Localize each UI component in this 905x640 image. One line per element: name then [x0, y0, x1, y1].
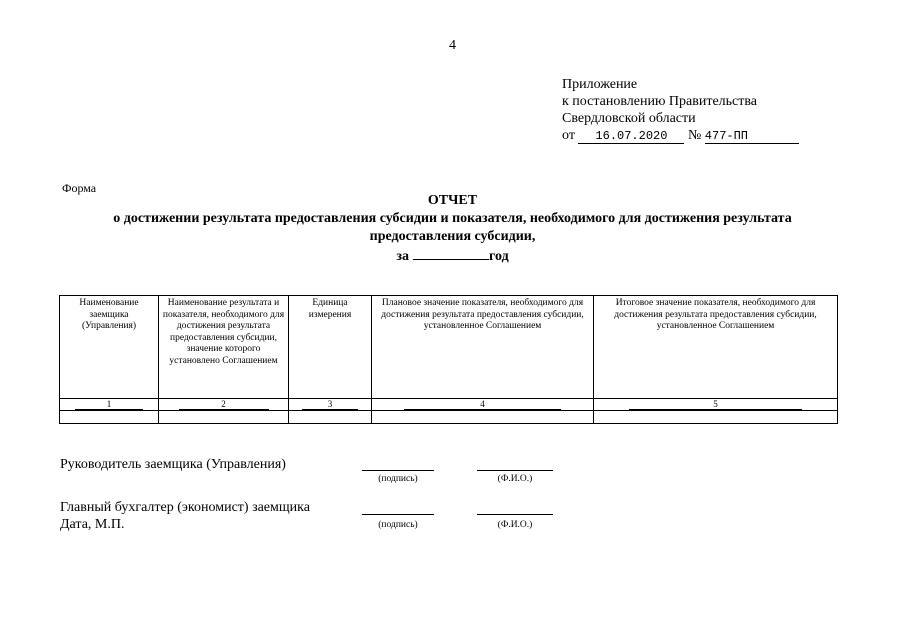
column-number-row [60, 399, 838, 411]
year-blank-field [413, 247, 489, 260]
accountant-name-caption: (Ф.И.О.) [497, 520, 533, 530]
table-cell[interactable] [60, 411, 159, 424]
appendix-block [562, 76, 799, 144]
column-number: 4 [404, 399, 560, 410]
table-header-row [60, 296, 838, 399]
accountant-name-line[interactable] [477, 513, 553, 515]
report-year-line [0, 247, 905, 265]
report-title: ОТЧЕТ [427, 193, 478, 208]
header-cell-borrower: Наименование заемщика (Управления) [60, 296, 159, 399]
report-subtitle-line-2: предоставления субсидии, [369, 229, 536, 244]
head-signature-caption: (подпись) [378, 474, 418, 484]
date-prefix: от [562, 128, 575, 143]
date-stamp-label: Дата, М.П. [60, 517, 125, 532]
head-name-line[interactable] [477, 469, 553, 471]
accountant-signature-caption: (подпись) [378, 520, 418, 530]
decree-number-field [705, 129, 799, 144]
column-number-cell [159, 399, 289, 411]
header-cell-unit: Единица измерения [289, 296, 372, 399]
decree-number: 477-ПП [704, 129, 749, 143]
appendix-line-3: Свердловской области [562, 111, 696, 126]
page-number: 4 [449, 38, 456, 53]
decree-date: 16.07.2020 [595, 129, 668, 143]
head-name-caption: (Ф.И.О.) [497, 474, 533, 484]
number-prefix: № [687, 128, 702, 143]
column-number: 5 [629, 399, 801, 410]
table-cell[interactable] [594, 411, 838, 424]
header-cell-result: Наименование результата и показателя, необходимого для достижения результата предоставления субсидии, значение которого установлено Соглашением [159, 296, 289, 399]
report-table [59, 295, 838, 424]
appendix-line-1: Приложение [562, 77, 638, 92]
column-number-cell [594, 399, 838, 411]
year-prefix: за [396, 249, 409, 264]
column-number: 1 [75, 399, 143, 410]
table-row [60, 411, 838, 424]
column-number-cell [289, 399, 372, 411]
table-cell[interactable] [159, 411, 289, 424]
column-number-cell [372, 399, 594, 411]
report-subtitle-line-1: о достижении результата предоставления субсидии и показателя, необходимого для достижения результата [113, 211, 792, 226]
head-signature-label: Руководитель заемщика (Управления) [60, 457, 286, 472]
table-cell[interactable] [289, 411, 372, 424]
decree-date-field [578, 129, 684, 144]
header-cell-final: Итоговое значение показателя, необходимого для достижения результата предоставления субсидии, установленное Соглашением [594, 296, 838, 399]
column-number-cell [60, 399, 159, 411]
table-cell[interactable] [372, 411, 594, 424]
accountant-signature-label: Главный бухгалтер (экономист) заемщика [60, 500, 310, 515]
appendix-date-line [562, 127, 799, 144]
head-signature-line[interactable] [362, 469, 434, 471]
accountant-signature-line[interactable] [362, 513, 434, 515]
header-cell-planned: Плановое значение показателя, необходимого для достижения результата предоставления субсидии, установленное Соглашением [372, 296, 594, 399]
column-number: 3 [302, 399, 358, 410]
column-number: 2 [179, 399, 269, 410]
appendix-line-2: к постановлению Правительства [562, 94, 758, 109]
form-label: Форма [62, 181, 97, 195]
year-suffix: год [488, 249, 509, 264]
